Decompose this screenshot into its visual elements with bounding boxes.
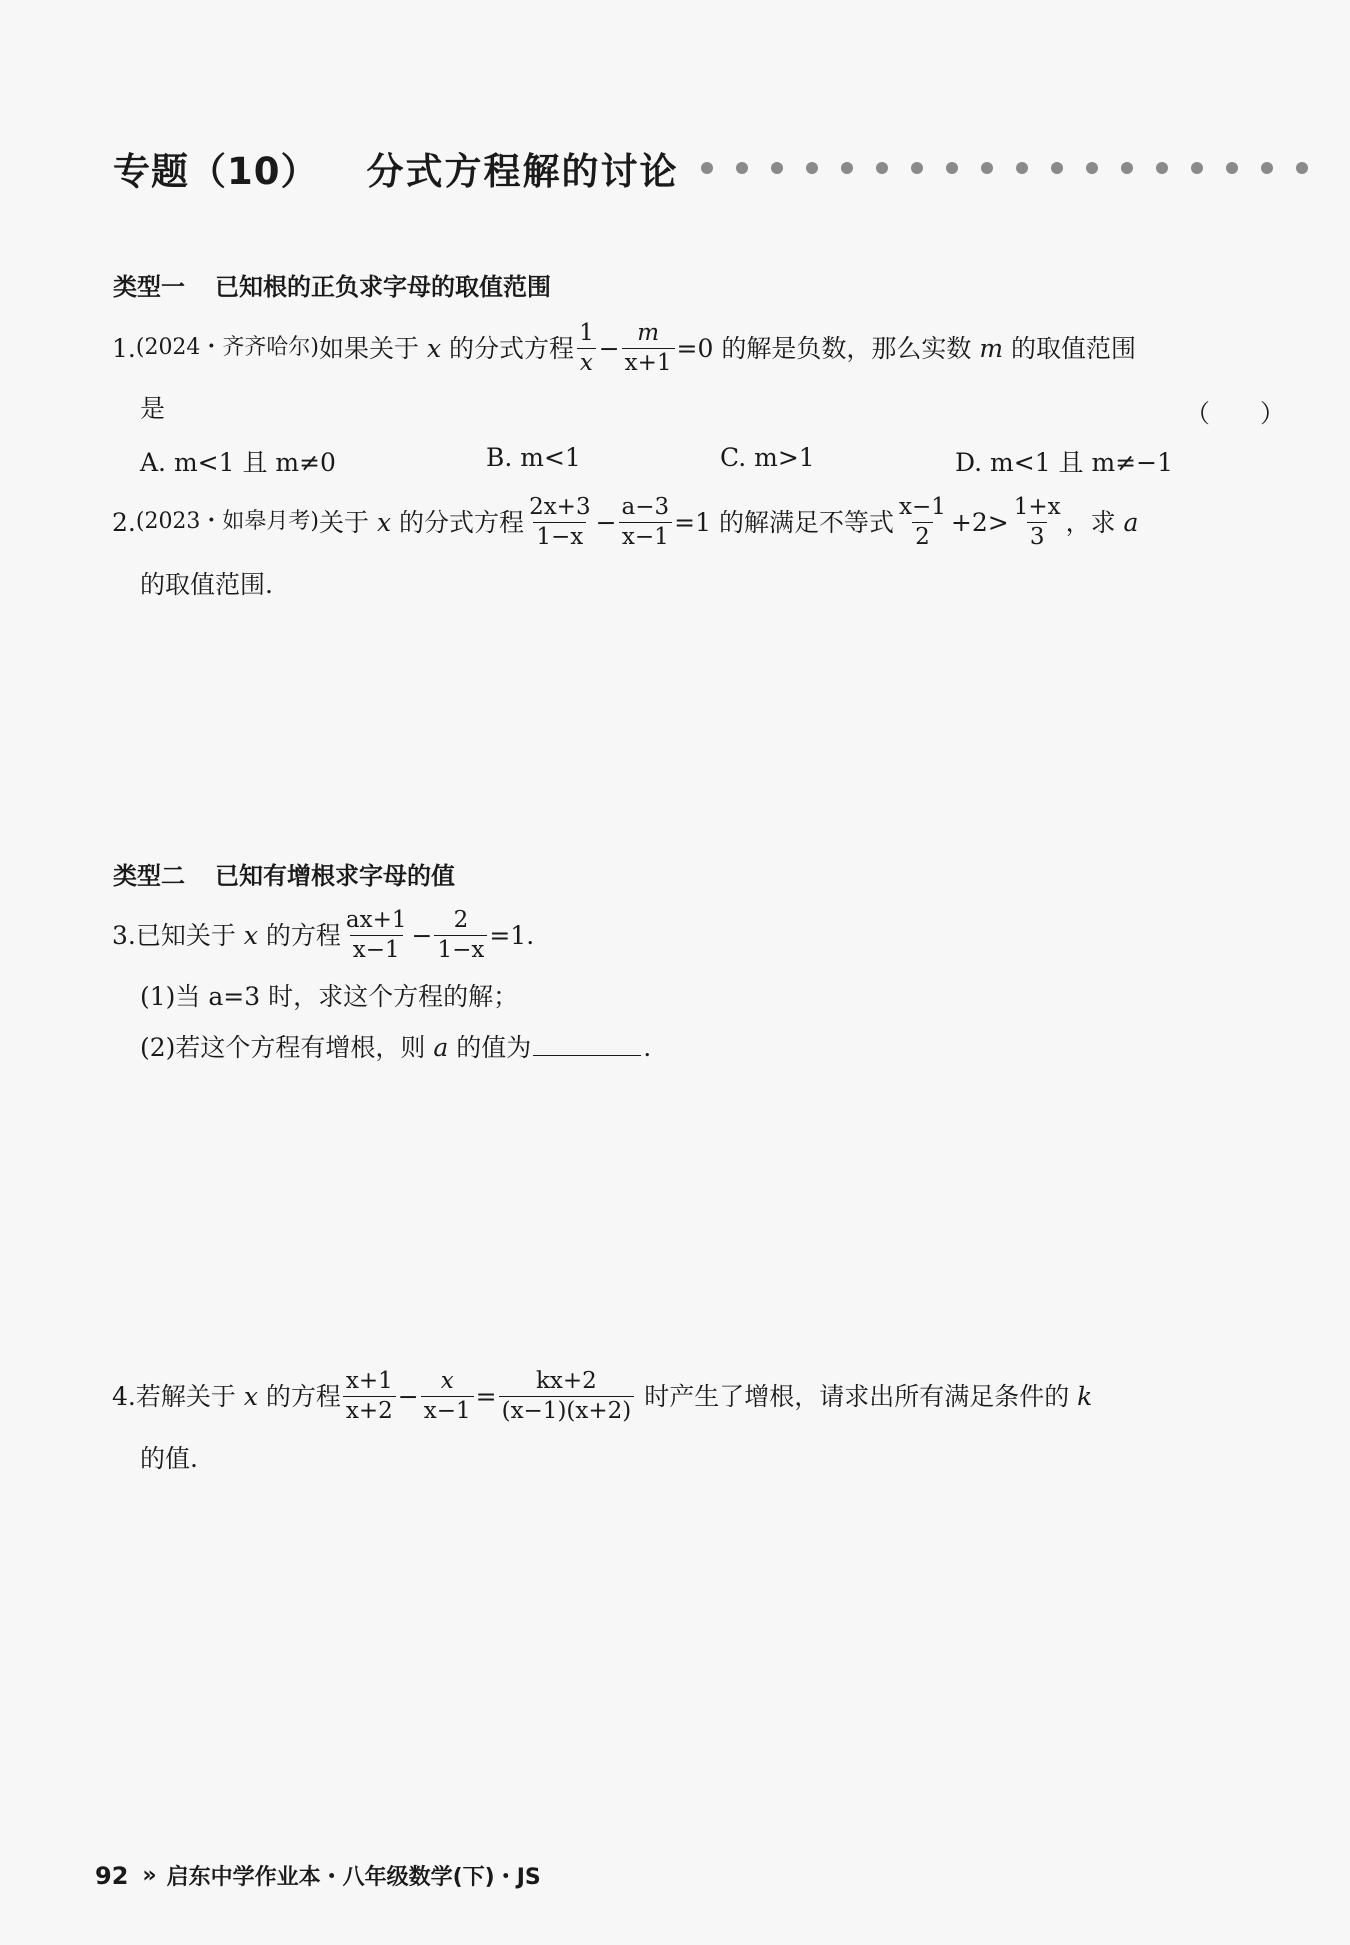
fraction [434,908,487,961]
question-source: (2024・齐齐哈尔) [135,335,320,360]
variable-m: m [979,333,1004,363]
question-text: 若解关于 [135,1381,236,1411]
section-label: 类型二 [113,862,185,890]
chevron-right-icon: » [142,1863,157,1888]
operator: − [598,333,620,363]
fraction [619,495,673,548]
variable-x: x [243,1381,258,1411]
fraction-numerator: 1 [579,320,594,347]
question-source: (2023・如皋月考) [135,509,320,534]
title-dot [1121,162,1133,174]
question-text: 的解满足不等式 [718,507,894,537]
title-topic-number: 专题（10） [113,150,319,193]
question-text: (2)若这个方程有增根，则 [140,1033,426,1062]
fraction-denominator: (x−1)(x+2) [499,1396,635,1423]
title-dot [1086,162,1098,174]
title-dot [911,162,923,174]
question-4-line2: 的值. [140,1444,198,1473]
equals: =1. [489,920,535,950]
question-text: 的分式方程 [399,507,525,537]
title-dot [876,162,888,174]
page-number: 92 [95,1861,129,1890]
title-dot [1191,162,1203,174]
question-2 [112,492,1138,552]
fraction-denominator: 1−x [533,522,586,549]
fraction-numerator: x+1 [345,1368,393,1395]
equals: =1 [674,507,712,537]
fraction [1011,495,1064,548]
question-3 [112,905,534,965]
question-text: 关于 [319,507,370,537]
question-text: 的方程 [265,920,341,950]
fraction [499,1369,635,1422]
fraction-denominator: x+2 [343,1396,396,1423]
choice-c[interactable]: C. m>1 [720,443,815,472]
question-text: 的分式方程 [449,333,575,363]
question-text: 的值为 [456,1033,532,1062]
fraction [421,1369,474,1422]
question-2-line2: 的取值范围. [140,570,273,599]
title-topic-name: 分式方程解的讨论 [366,150,679,193]
section-heading-type2 [113,856,455,891]
choice-a[interactable]: A. m<1 且 m≠0 [140,448,336,477]
question-4 [112,1366,1092,1426]
section-title: 已知根的正负求字母的取值范围 [215,273,551,301]
fraction-denominator: 3 [1027,522,1048,549]
question-number: 4. [112,1381,136,1411]
operator: − [595,507,617,537]
question-1-line2: 是 [140,394,166,423]
fraction [896,495,949,548]
fraction-denominator: x−1 [619,522,672,549]
question-3-part2 [140,1033,651,1060]
question-text: 如果关于 [319,333,420,363]
fraction-numerator: kx+2 [536,1368,597,1395]
fraction-denominator: x−1 [421,1396,474,1423]
variable-x: x [376,507,392,537]
operator: − [397,1381,419,1411]
title-dot [841,162,853,174]
question-text: . [643,1033,652,1062]
question-3-part1: (1)当 a=3 时，求这个方程的解； [140,982,519,1011]
fraction-numerator: ax+1 [345,907,407,934]
fraction-numerator: m [637,320,659,347]
question-text: 的方程 [265,1381,341,1411]
fraction [622,321,675,374]
title-dot-leader [701,162,1331,174]
fraction-numerator: 2x+3 [529,494,591,521]
fraction [576,321,597,374]
title-dot [981,162,993,174]
fraction-denominator: x−1 [350,935,403,962]
question-text: 的解是负数，那么实数 [721,333,972,363]
question-text: 的取值范围 [1011,333,1137,363]
title-dot [806,162,818,174]
page-footer [95,1860,541,1891]
title-dot [1226,162,1238,174]
fraction-denominator: 2 [912,522,933,549]
book-title: 启东中学作业本・八年级数学(下)・JS [166,1865,541,1890]
choice-d[interactable]: D. m<1 且 m≠−1 [955,448,1174,477]
question-1 [112,318,1136,378]
variable-a: a [433,1033,449,1062]
title-dot [1051,162,1063,174]
question-number: 1. [112,333,136,363]
fraction-denominator: x [577,348,596,375]
operator: +2> [950,507,1009,537]
fraction [343,908,410,961]
question-text: ，求 [1065,507,1116,537]
title-dot [771,162,783,174]
title-dot [736,162,748,174]
question-text: 时产生了增根，请求出所有满足条件的 [644,1381,1070,1411]
title-dot [946,162,958,174]
fraction-numerator: a−3 [621,494,670,521]
choice-b[interactable]: B. m<1 [486,443,581,472]
section-heading-type1 [113,267,551,302]
answer-blank[interactable] [533,1033,641,1056]
fraction [343,1369,396,1422]
fraction-numerator: x [440,1368,454,1395]
title-dot [1261,162,1273,174]
title-dot [701,162,713,174]
fraction [526,495,594,548]
section-title: 已知有增根求字母的值 [215,862,455,890]
answer-bracket[interactable]: （ ） [1185,399,1286,428]
operator: − [411,920,433,950]
variable-k: k [1077,1381,1093,1411]
question-number: 2. [112,507,136,537]
title-dot [1016,162,1028,174]
equals: =0 [676,333,714,363]
fraction-numerator: 2 [453,907,469,934]
fraction-denominator: x+1 [622,348,675,375]
fraction-numerator: x−1 [898,494,946,521]
variable-x: x [243,920,258,950]
question-text: 已知关于 [135,920,236,950]
fraction-numerator: 1+x [1013,494,1061,521]
title-dot [1296,162,1308,174]
equals: = [475,1381,497,1411]
variable-x: x [426,333,442,363]
fraction-denominator: 1−x [434,935,487,962]
page-title [113,140,1331,196]
variable-a: a [1123,507,1139,537]
question-number: 3. [112,920,136,950]
title-dot [1156,162,1168,174]
section-label: 类型一 [113,273,185,301]
